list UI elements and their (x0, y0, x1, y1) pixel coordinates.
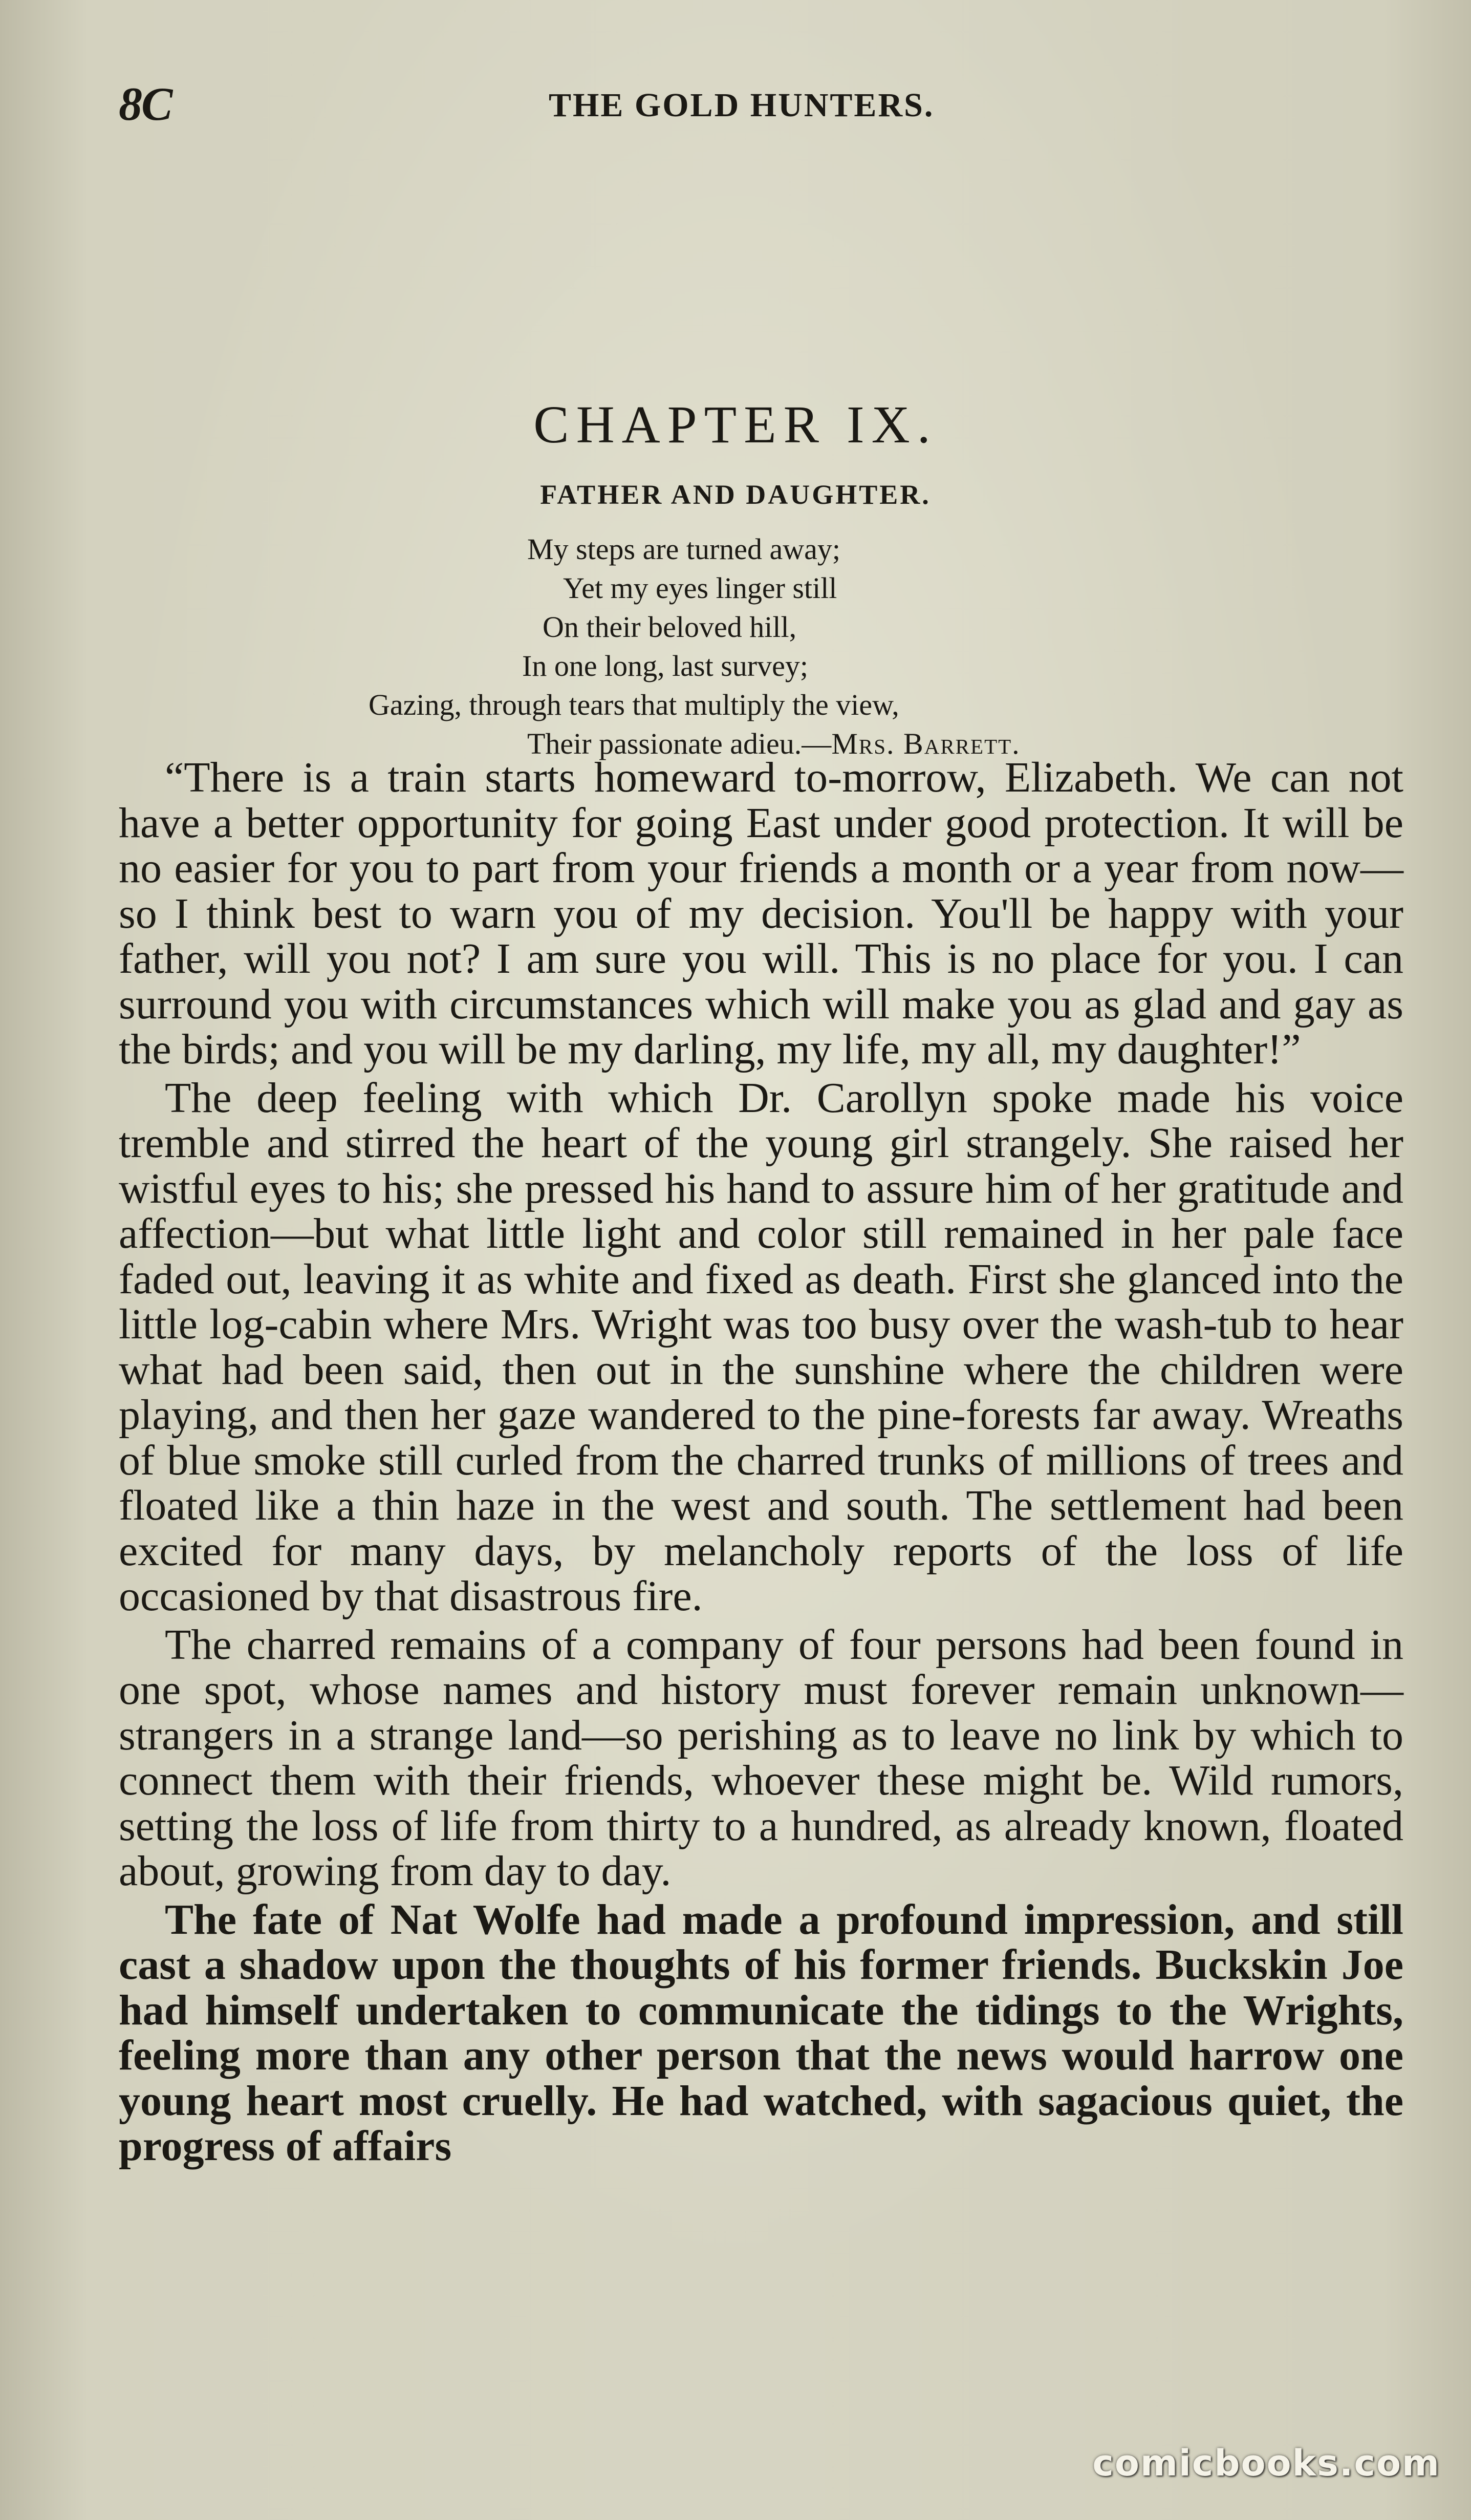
page-header (119, 77, 1403, 133)
body-text (119, 755, 1403, 2172)
paragraph: The charred remains of a company of four persons had been found in one spot, whose names and history must forever remain unknown—strangers in a strange land—so perishing as to leave no link by which to connect them with their friends, whoever these might be. Wild rumors, setting the loss of life from thirty to a hundred, as already known, floated about, growing from day to day. (119, 1620, 1403, 1895)
chapter-subtitle: FATHER AND DAUGHTER. (540, 479, 931, 510)
epigraph (358, 530, 1280, 763)
epigraph-line: Their passionate adieu.— (527, 727, 832, 760)
watermark-logo: comicbooks.com (1092, 2442, 1440, 2484)
epigraph-attribution: Mrs. Barrett. (831, 727, 1021, 760)
epigraph-line: In one long, last survey; (522, 649, 808, 682)
page-number: 8C (119, 78, 172, 130)
epigraph-line: My steps are turned away; (527, 532, 841, 566)
paragraph: The deep feeling with which Dr. Carollyn spoke made his voice tremble and stirred the heart of the young girl strangely. She raised her wistful eyes to his; she pressed his hand to assure him of her gratitude and affection—but what little light and color still remained in her pale face faded out, leaving it as white and fixed as death. First she glanced into the little log-cabin where Mrs. Wright was too busy over the wash-tub to hear what had been said, then out in the sunshine where the children were playing, and then her gaze wandered to the pine-forests far away. Wreaths of blue smoke still curled from the charred trunks of millions of trees and floated like a thin haze in the west and south. The settlement had been excited for many days, by melancholy reports of the loss of life occasioned by that disastrous fire. (119, 1074, 1403, 1620)
paragraph: “There is a train starts homeward to-morrow, Elizabeth. We can not have a better opportunity for going East under good protection. It will be no easier for you to part from your friends a month or a year from now—so I think best to warn you of my decision. You'll be happy with your father, will you not? I am sure you will. This is no place for you. I can surround you with circumstances which will make you as glad and gay as the birds; and you will be my darling, my life, my all, my daughter!” (119, 754, 1403, 1073)
running-title: THE GOLD HUNTERS. (549, 87, 935, 124)
paragraph: The fate of Nat Wolfe had made a profound impression, and still cast a shadow upon the thoughts of his former friends. Buckskin Joe had himself undertaken to communicate the tidings to the Wrights, feeling more than any other person that the news would harrow one young heart most cruelly. He had watched, with sagacious quiet, the progress of affairs (119, 1895, 1403, 2170)
chapter-title: CHAPTER IX. (533, 395, 938, 454)
epigraph-line: On their beloved hill, (543, 610, 797, 644)
epigraph-line: Yet my eyes linger still (563, 571, 837, 605)
epigraph-line: Gazing, through tears that multiply the view, (369, 688, 899, 721)
